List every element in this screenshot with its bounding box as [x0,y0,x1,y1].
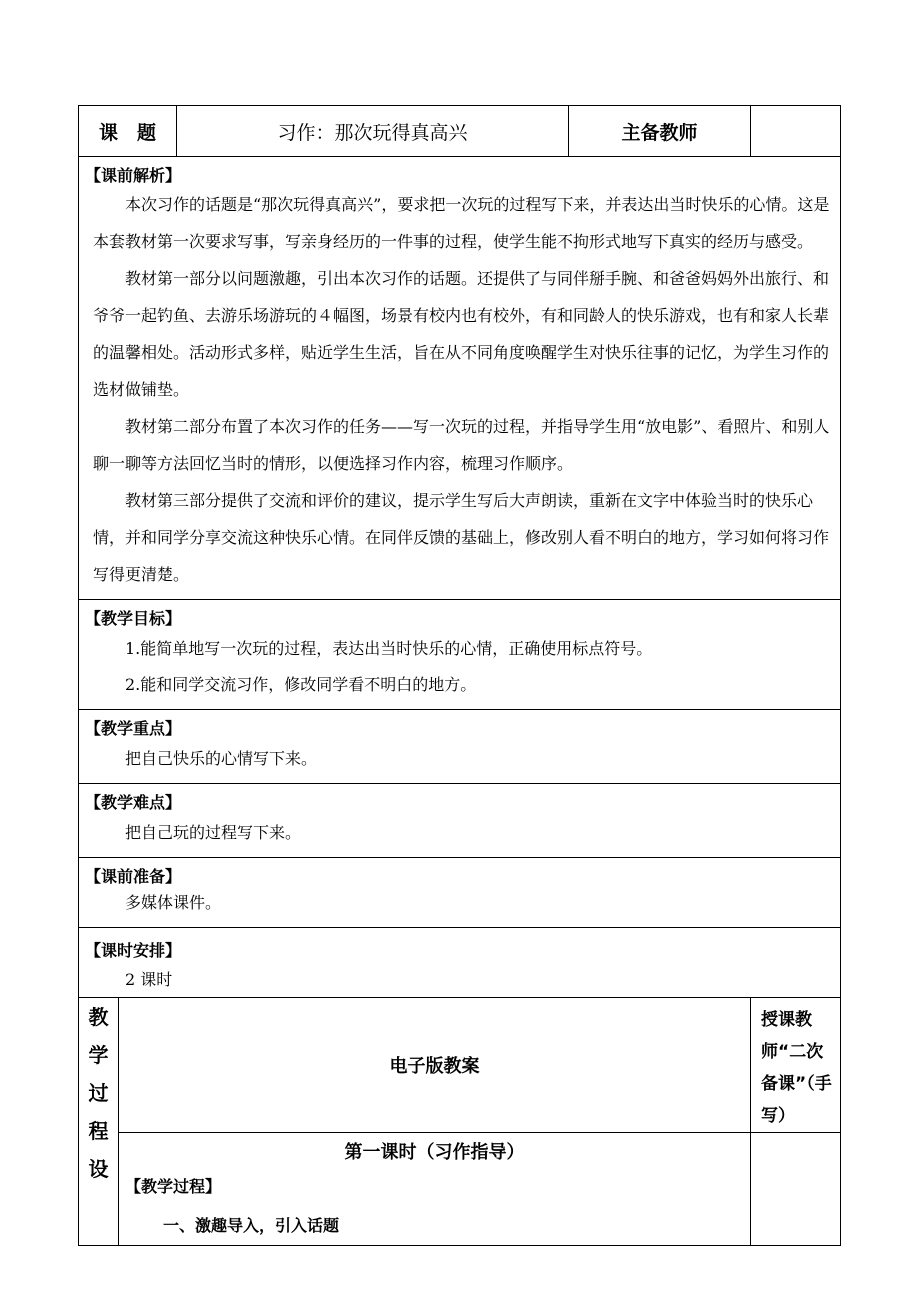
lesson-plan-table [78,105,841,1246]
goals-section [79,600,841,710]
lesson-title: 第一课时（习作指导） [344,1142,525,1163]
topic-value: 习作：那次玩得真高兴 [177,106,569,157]
side-char: 设 [88,1157,109,1181]
process-step: 一、激趣导入，引入话题 [163,1216,340,1235]
side-char: 过 [88,1081,109,1105]
side-char: 程 [88,1119,109,1143]
difficulties-section [79,784,841,858]
process-side-label [79,998,119,1246]
difficulties-text: 把自己玩的过程写下来。 [125,823,302,842]
goal-item: 1.能简单地写一次玩的过程，表达出当时快乐的心情，正确使用标点符号。 [125,639,653,658]
side-char: 教 [88,1005,109,1029]
analysis-paragraph: 教材第一部分以问题激趣，引出本次习作的话题。还提供了与同伴掰手腕、和爸爸妈妈外出旅行、和爷爷一起钓鱼、去游乐场游玩的４幅图，场景有校内也有校外，有和同龄人的快乐游戏，也有和家人长辈的温馨相处。活动形式多样，贴近学生生活，旨在从不同角度唤醒学生对快乐往事的记忆，为学生习作的选材做铺垫。 [93,269,830,399]
goals-title: 【教学目标】 [85,609,182,628]
note-area[interactable] [751,1133,841,1246]
preparation-row [79,858,841,928]
schedule-text: 2 课时 [125,970,173,989]
lesson-plan-page [78,105,840,1246]
teacher-label: 主备教师 [569,106,751,157]
schedule-title: 【课时安排】 [85,941,182,960]
preparation-section [79,858,841,928]
key-points-text: 把自己快乐的心情写下来。 [125,749,318,768]
preparation-text: 多媒体课件。 [125,893,222,912]
teacher-value [751,106,841,157]
difficulties-row [79,784,841,858]
analysis-row [79,157,841,600]
process-body-row [79,1133,841,1246]
difficulties-title: 【教学难点】 [85,793,182,812]
analysis-paragraph: 教材第三部分提供了交流和评价的建议，提示学生写后大声朗读，重新在文字中体验当时的快乐心情，并和同学分享交流这种快乐心情。在同伴反馈的基础上，修改别人看不明白的地方，学习如何将习作写得更清楚。 [93,491,830,584]
plan-header: 电子版教案 [119,998,751,1133]
goal-item: 2.能和同学交流习作，修改同学看不明白的地方。 [125,675,477,694]
process-body [119,1133,751,1246]
key-points-title: 【教学重点】 [85,719,182,738]
side-char: 学 [88,1043,109,1067]
schedule-section [79,928,841,998]
schedule-row [79,928,841,998]
topic-label: 课 题 [79,106,177,157]
analysis-title: 【课前解析】 [85,166,182,185]
analysis-section [79,157,841,600]
key-points-row [79,710,841,784]
key-points-section [79,710,841,784]
process-title: 【教学过程】 [125,1177,222,1196]
preparation-title: 【课前准备】 [85,867,182,886]
analysis-paragraph: 本次习作的话题是“那次玩得真高兴”，要求把一次玩的过程写下来，并表达出当时快乐的心情。这是本套教材第一次要求写事，写亲身经历的一件事的过程，使学生能不拘形式地写下真实的经历与感受。 [93,195,830,251]
process-header-row [79,998,841,1133]
goals-row [79,600,841,710]
analysis-paragraph: 教材第二部分布置了本次习作的任务——写一次玩的过程，并指导学生用“放电影”、看照片、和别人聊一聊等方法回忆当时的情形，以便选择习作内容，梳理习作顺序。 [93,417,830,473]
header-row [79,106,841,157]
note-header: 授课教师“二次备课”（手写） [751,998,841,1133]
